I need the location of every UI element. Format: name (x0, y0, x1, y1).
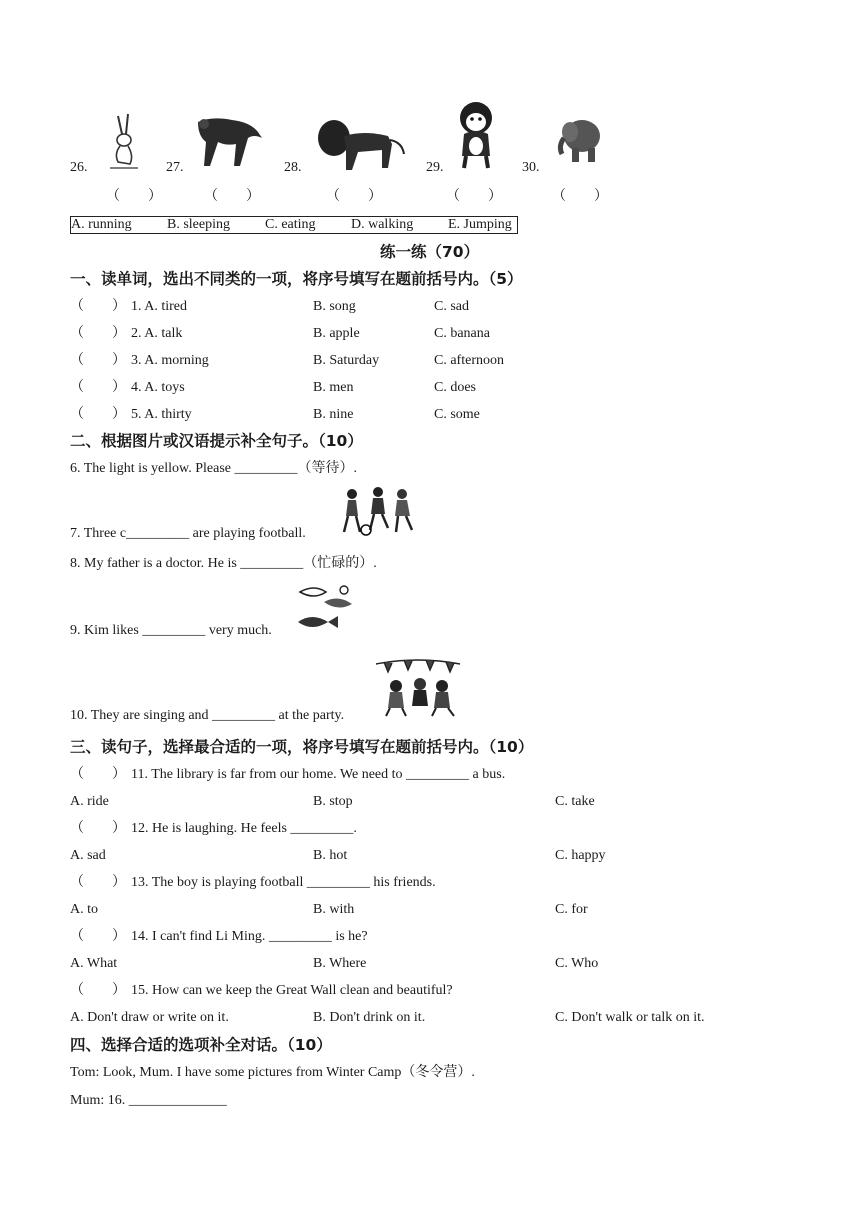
question-text: 11. The library is far from our home. We need to _________ a bus. (131, 767, 506, 782)
option-c: C. Who (555, 956, 599, 971)
cheetah-icon (192, 112, 266, 170)
answer-paren[interactable]: （ ） (70, 821, 126, 836)
children-football-picture (340, 486, 418, 538)
option-b: B. hot (313, 848, 348, 863)
option-a: A. sad (70, 848, 106, 863)
answer-paren[interactable]: （ ） (70, 407, 126, 422)
option-a: 5. A. thirty (131, 407, 192, 422)
question-number-28: 28. (284, 160, 302, 175)
option-c: C. banana (434, 326, 490, 341)
question-number-30: 30. (522, 160, 540, 175)
section2-heading: 二、根据图片或汉语提示补全句子。（10） (70, 432, 363, 450)
question-text: 15. How can we keep the Great Wall clean and beautiful? (131, 983, 453, 998)
question-6: 6. The light is yellow. Please _________（等待）. (70, 461, 357, 476)
option-a: A. running (71, 217, 132, 232)
option-a: 1. A. tired (131, 299, 187, 314)
option-b: B. Saturday (313, 353, 380, 368)
fish-kite-picture (294, 582, 356, 634)
lion-icon (314, 114, 410, 174)
option-a: A. What (70, 956, 118, 971)
question-number-26: 26. (70, 160, 88, 175)
question-number-29: 29. (426, 160, 444, 175)
option-b: B. nine (313, 407, 354, 422)
question-8: 8. My father is a doctor. He is _________（忙碌的）. (70, 556, 377, 571)
elephant-icon (556, 112, 606, 166)
question-text: 12. He is laughing. He feels _________. (131, 821, 357, 836)
answer-paren[interactable]: （ ） (70, 353, 126, 368)
option-a: A. Don't draw or write on it. (70, 1010, 229, 1025)
option-c: C. afternoon (434, 353, 504, 368)
question-text: 13. The boy is playing football _________ his friends. (131, 875, 436, 890)
dialogue-line-mum: Mum: 16. ______________ (70, 1093, 227, 1108)
rabbit-icon (100, 112, 146, 172)
monkey-icon (448, 98, 508, 170)
option-b: B. men (313, 380, 354, 395)
answer-paren[interactable]: （ ） (70, 767, 126, 782)
answer-paren-27[interactable]: （ ） (204, 189, 260, 204)
option-b: B. with (313, 902, 355, 917)
question-text: 14. I can't find Li Ming. _________ is he? (131, 929, 368, 944)
option-c: C. take (555, 794, 595, 809)
option-c: C. happy (555, 848, 606, 863)
option-b: B. Don't drink on it. (313, 1010, 426, 1025)
option-c: C. eating (265, 217, 316, 232)
answer-paren[interactable]: （ ） (70, 380, 126, 395)
answer-paren[interactable]: （ ） (70, 929, 126, 944)
option-b: B. stop (313, 794, 353, 809)
answer-paren-30[interactable]: （ ） (552, 189, 608, 204)
option-a: 2. A. talk (131, 326, 183, 341)
options-box (70, 216, 518, 234)
option-b: B. apple (313, 326, 360, 341)
answer-paren-28[interactable]: （ ） (326, 189, 382, 204)
answer-paren-29[interactable]: （ ） (446, 189, 502, 204)
option-b: B. song (313, 299, 356, 314)
question-10: 10. They are singing and _________ at the party. (70, 708, 345, 723)
section1-heading: 一、读单词，选出不同类的一项，将序号填写在题前括号内。（5） (70, 270, 523, 288)
answer-paren[interactable]: （ ） (70, 983, 126, 998)
dialogue-line-tom: Tom: Look, Mum. I have some pictures from Winter Camp（冬令营）. (70, 1065, 475, 1080)
section4-heading: 四、选择合适的选项补全对话。（10） (70, 1036, 332, 1054)
section3-heading: 三、读句子，选择最合适的一项，将序号填写在题前括号内。（10） (70, 738, 534, 756)
option-c: C. for (555, 902, 588, 917)
question-number-27: 27. (166, 160, 184, 175)
option-c: C. does (434, 380, 476, 395)
page-title: 练一练（70） (380, 243, 480, 261)
question-7: 7. Three c_________ are playing football. (70, 526, 306, 541)
party-dancing-picture (374, 658, 462, 718)
option-b: B. sleeping (167, 217, 230, 232)
question-9: 9. Kim likes _________ very much. (70, 623, 272, 638)
option-c: C. Don't walk or talk on it. (555, 1010, 705, 1025)
answer-paren[interactable]: （ ） (70, 299, 126, 314)
option-a: 3. A. morning (131, 353, 209, 368)
option-c: C. sad (434, 299, 469, 314)
option-a: A. ride (70, 794, 109, 809)
option-a: A. to (70, 902, 98, 917)
answer-paren[interactable]: （ ） (70, 326, 126, 341)
option-e: E. Jumping (448, 217, 512, 232)
answer-paren[interactable]: （ ） (70, 875, 126, 890)
answer-paren-26[interactable]: （ ） (106, 189, 162, 204)
option-a: 4. A. toys (131, 380, 185, 395)
option-b: B. Where (313, 956, 367, 971)
option-c: C. some (434, 407, 480, 422)
option-d: D. walking (351, 217, 414, 232)
